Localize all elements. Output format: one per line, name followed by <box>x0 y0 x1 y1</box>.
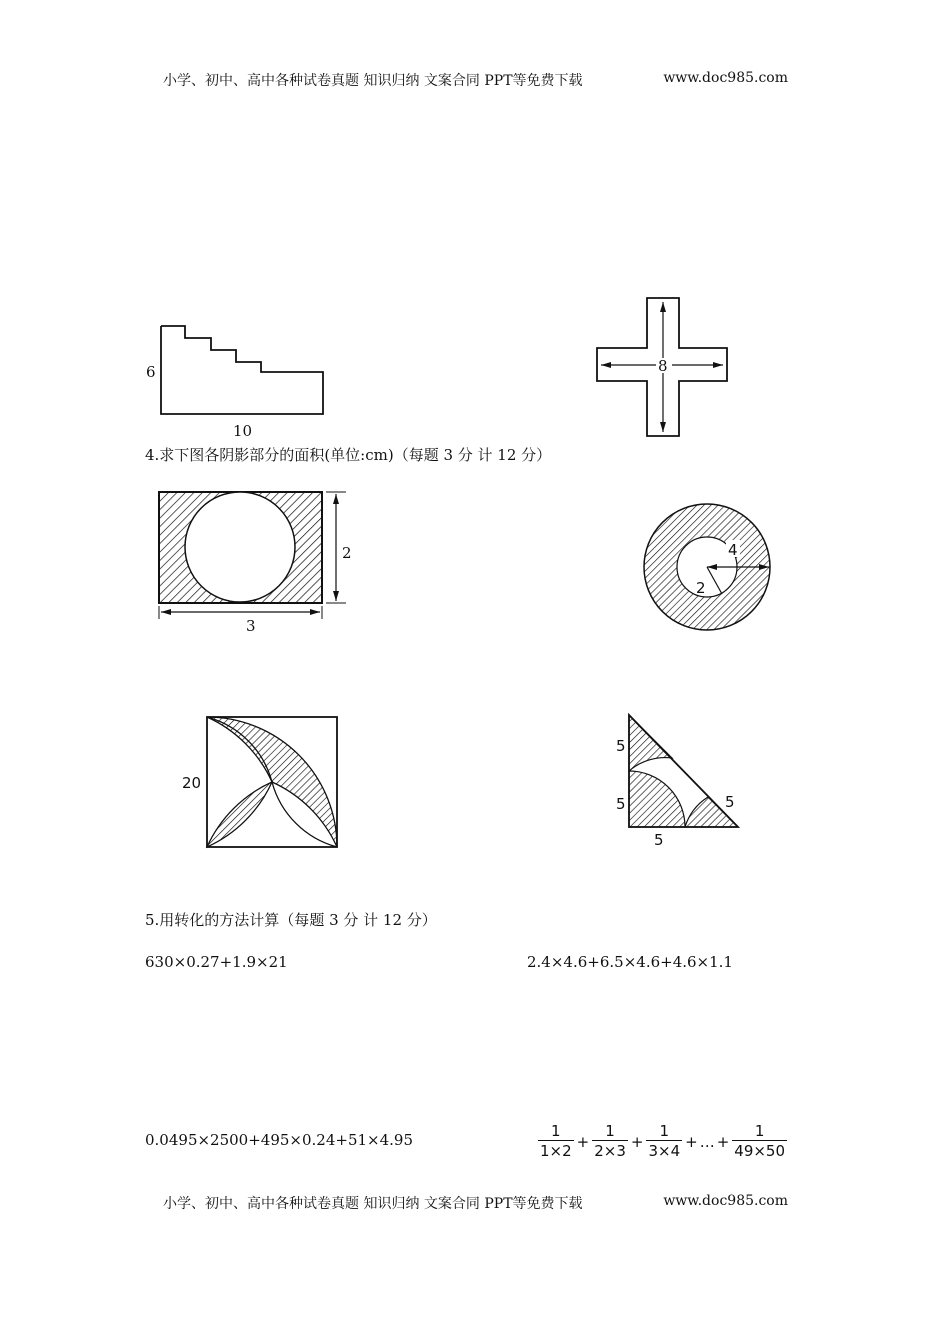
fraction-1: $\frac{1}{1\times 2}$ <box>540 1122 572 1160</box>
ring-inner-label: 2 <box>696 579 706 597</box>
triangle-label-top: 5 <box>616 737 626 755</box>
fraction-2: $\frac{1}{2\times 3}$ <box>594 1122 626 1160</box>
expression-3: 0.0495×2500+495×0.24+51×4.95 <box>145 1131 414 1149</box>
footer-text: 小学、初中、高中各种试卷真题 知识归纳 文案合同 PPT等免费下载 <box>163 1196 583 1212</box>
page-footer <box>163 1193 788 1213</box>
expression-2: 2.4×4.6+6.5×4.6+4.6×1.1 <box>527 953 733 971</box>
stairs-height-label: 6 <box>146 363 156 381</box>
fraction-4: $\frac{1}{49\times 50}$ <box>734 1122 786 1160</box>
plus-sign: + <box>630 1132 644 1151</box>
footer-url: www.doc985.com <box>663 1193 788 1209</box>
plus-sign: + <box>576 1132 590 1151</box>
triangle-figure <box>610 705 755 855</box>
square-side-label: 20 <box>182 774 202 792</box>
triangle-label-bottom: 5 <box>654 831 664 849</box>
ring-figure <box>640 505 790 635</box>
rect-height-label: 2 <box>342 544 352 562</box>
plus-sign: + <box>716 1132 730 1151</box>
question-5-title: 5.用转化的方法计算（每题 3 分 计 12 分） <box>145 911 437 929</box>
expression-1: 630×0.27+1.9×21 <box>145 953 288 971</box>
stairs-figure <box>140 320 340 440</box>
ellipsis: … <box>699 1132 715 1151</box>
question-4-title: 4.求下图各阴影部分的面积(单位:cm)（每题 3 分 计 12 分） <box>145 446 552 464</box>
stairs-width-label: 10 <box>233 422 253 440</box>
plus-sign: + <box>685 1132 698 1151</box>
rect-circle-figure <box>150 485 370 635</box>
triangle-label-left: 5 <box>616 795 626 813</box>
cross-label: 8 <box>658 357 668 375</box>
header-url: www.doc985.com <box>663 70 788 86</box>
triangle-label-hyp: 5 <box>725 793 735 811</box>
rect-width-label: 3 <box>246 617 256 635</box>
square-arcs-figure <box>178 712 343 852</box>
cross-figure <box>590 290 735 440</box>
fraction-3: $\frac{1}{3\times 4}$ <box>648 1122 681 1160</box>
expression-4 <box>536 1122 789 1161</box>
ring-outer-label: 4 <box>728 541 738 559</box>
page-header <box>163 70 788 90</box>
header-text: 小学、初中、高中各种试卷真题 知识归纳 文案合同 PPT等免费下载 <box>163 73 583 89</box>
